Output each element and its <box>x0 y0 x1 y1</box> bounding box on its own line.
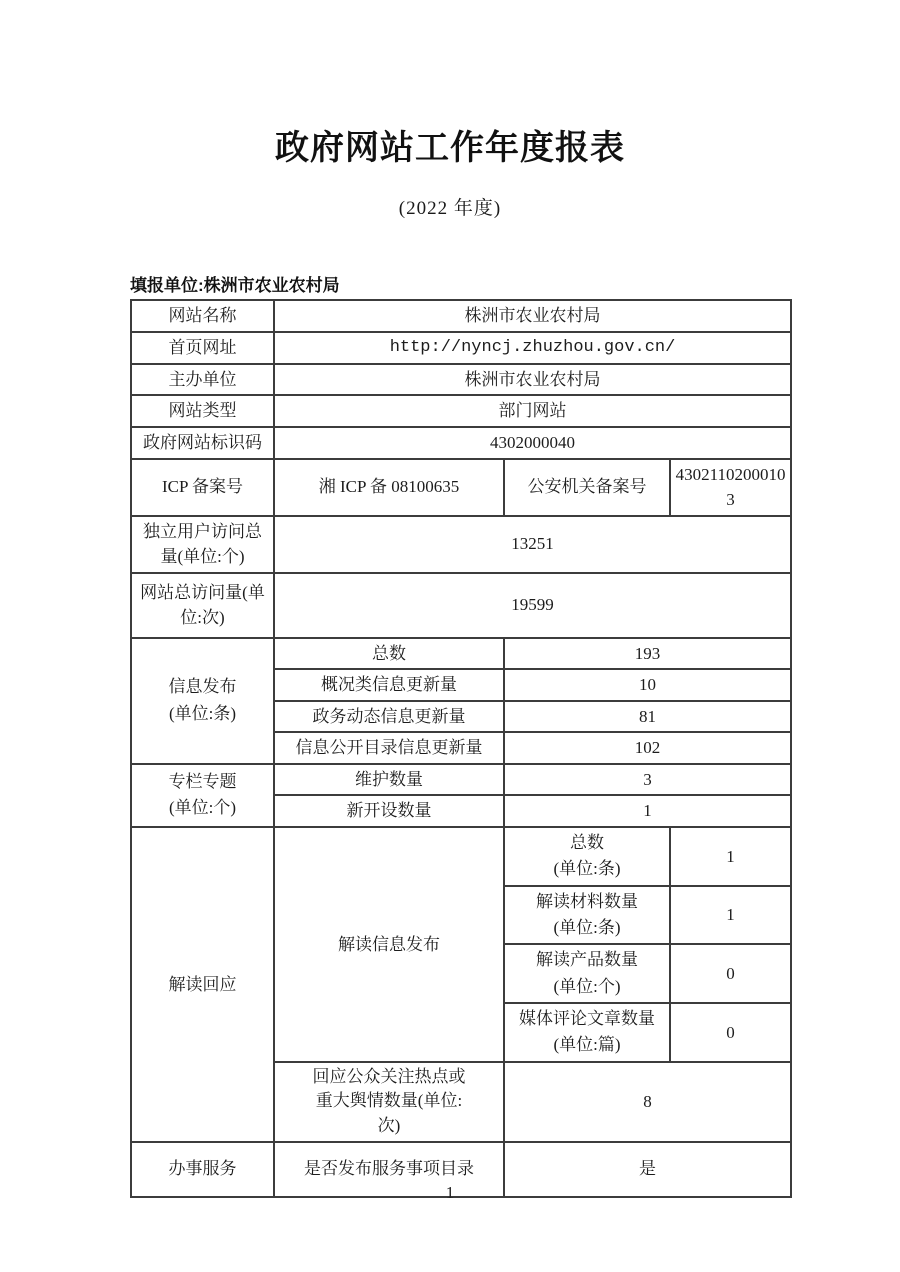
row-topics-maintained <box>131 764 791 796</box>
site-type-value: 部门网站 <box>274 395 791 427</box>
service-catalog-value: 是 <box>504 1142 791 1197</box>
row-icp <box>131 459 791 516</box>
info-overview-value: 10 <box>504 669 791 701</box>
total-visits-value: 19599 <box>274 573 791 638</box>
unique-visitors-label: 独立用户访问总量(单位:个) <box>131 516 274 573</box>
document-subtitle: (2022 年度) <box>398 198 502 219</box>
row-total-visits <box>131 573 791 638</box>
total-visits-label: 网站总访问量(单位:次) <box>131 573 274 638</box>
site-type-label: 网站类型 <box>131 395 274 427</box>
info-total-label: 总数 <box>274 638 504 670</box>
interpret-materials-value: 1 <box>670 886 791 945</box>
info-overview-label: 概况类信息更新量 <box>274 669 504 701</box>
row-site-name <box>131 300 791 332</box>
info-catalog-label: 信息公开目录信息更新量 <box>274 732 504 764</box>
info-dynamics-label: 政务动态信息更新量 <box>274 701 504 733</box>
police-filing-label: 公安机关备案号 <box>504 459 670 516</box>
info-catalog-value: 102 <box>504 732 791 764</box>
annual-report-table <box>130 299 792 1198</box>
interpret-materials-label: 解读材料数量 (单位:条) <box>504 886 670 945</box>
info-publish-group-label: 信息发布 (单位:条) <box>131 638 274 764</box>
site-name-value: 株洲市农业农村局 <box>274 300 791 332</box>
info-total-value: 193 <box>504 638 791 670</box>
topics-maintained-value: 3 <box>504 764 791 796</box>
row-site-code <box>131 427 791 459</box>
interpret-total-label: 总数 (单位:条) <box>504 827 670 886</box>
topics-new-value: 1 <box>504 795 791 827</box>
info-dynamics-value: 81 <box>504 701 791 733</box>
media-comments-label: 媒体评论文章数量 (单位:篇) <box>504 1003 670 1062</box>
row-unique-visitors <box>131 516 791 573</box>
services-group-label: 办事服务 <box>131 1142 274 1197</box>
document-title: 政府网站工作年度报表 <box>275 129 625 167</box>
special-topics-group-label: 专栏专题 (单位:个) <box>131 764 274 828</box>
row-interpret-total <box>131 827 791 886</box>
media-comments-value: 0 <box>670 1003 791 1062</box>
organizer-value: 株洲市农业农村局 <box>274 364 791 396</box>
home-url-label: 首页网址 <box>131 332 274 364</box>
unique-visitors-value: 13251 <box>274 516 791 573</box>
row-site-type <box>131 395 791 427</box>
interpret-total-value: 1 <box>670 827 791 886</box>
topics-maintained-label: 维护数量 <box>274 764 504 796</box>
icp-value: 湘 ICP 备 08100635 <box>274 459 504 516</box>
reporting-unit-label: 填报单位:株洲市农业农村局 <box>130 276 340 295</box>
service-catalog-label: 是否发布服务事项目录 <box>274 1142 504 1197</box>
topics-new-label: 新开设数量 <box>274 795 504 827</box>
hotspot-response-value: 8 <box>504 1062 791 1142</box>
hotspot-response-label: 回应公众关注热点或重大舆情数量(单位:次) <box>274 1062 504 1142</box>
page-number: 1 <box>445 1183 455 1202</box>
interpretation-group-label: 解读回应 <box>131 827 274 1142</box>
organizer-label: 主办单位 <box>131 364 274 396</box>
home-url-value: http://nyncj.zhuzhou.gov.cn/ <box>274 332 791 364</box>
interpret-products-label: 解读产品数量 (单位:个) <box>504 944 670 1003</box>
interpret-publish-label: 解读信息发布 <box>274 827 504 1062</box>
site-name-label: 网站名称 <box>131 300 274 332</box>
row-organizer <box>131 364 791 396</box>
row-info-total <box>131 638 791 670</box>
police-filing-value: 43021102000103 <box>670 459 791 516</box>
site-code-label: 政府网站标识码 <box>131 427 274 459</box>
interpret-products-value: 0 <box>670 944 791 1003</box>
row-home-url <box>131 332 791 364</box>
icp-label: ICP 备案号 <box>131 459 274 516</box>
site-code-value: 4302000040 <box>274 427 791 459</box>
